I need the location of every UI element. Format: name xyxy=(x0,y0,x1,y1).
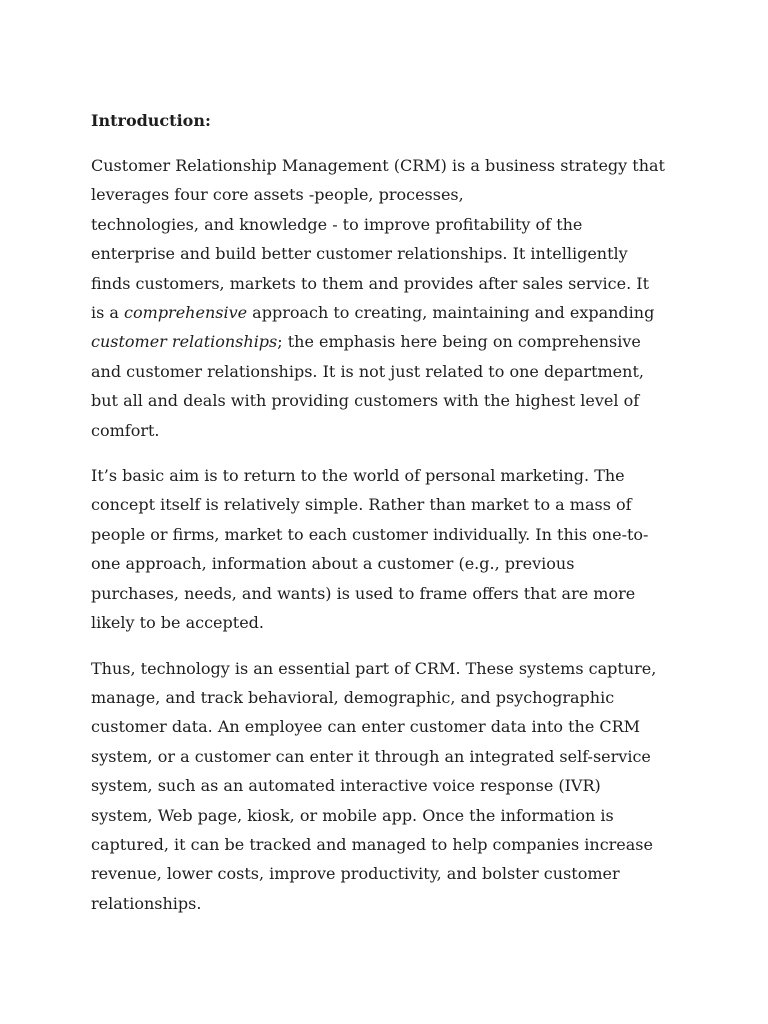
text-line: purchases, needs, and wants) is used to frame offers that are more xyxy=(91,583,636,603)
text-line: captured, it can be tracked and managed to help companies increase xyxy=(91,834,653,854)
text-line xyxy=(91,327,683,356)
text-line: revenue, lower costs, improve productivity, and bolster customer xyxy=(91,864,620,884)
paragraph xyxy=(91,461,683,637)
text-line: and customer relationships. It is not just related to one department, xyxy=(91,361,644,381)
text-line: one approach, information about a customer (e.g., previous xyxy=(91,554,575,574)
italic-term: comprehensive xyxy=(124,303,248,323)
text-line: system, such as an automated interactive voice response (IVR) xyxy=(91,776,601,796)
text-run: is a xyxy=(91,303,125,323)
text-line xyxy=(91,298,683,327)
paragraph xyxy=(91,151,683,445)
text-line: technologies, and knowledge - to improve profitability of the xyxy=(91,214,583,234)
text-line: relationships. xyxy=(91,893,202,913)
text-line: It’s basic aim is to return to the world of personal marketing. The xyxy=(91,466,625,486)
text-line: customer data. An employee can enter customer data into the CRM xyxy=(91,717,641,737)
text-line: likely to be accepted. xyxy=(91,613,264,633)
text-line: enterprise and build better customer relationships. It intelligently xyxy=(91,244,628,264)
text-line: finds customers, markets to them and provides after sales service. It xyxy=(91,273,650,293)
text-line: system, or a customer can enter it through an integrated self-service xyxy=(91,746,651,766)
text-line: but all and deals with providing customers with the highest level of xyxy=(91,391,640,411)
text-run: approach to creating, maintaining and expanding xyxy=(247,303,655,323)
text-line: Customer Relationship Management (CRM) is a business strategy that xyxy=(91,156,665,175)
text-line: comfort. xyxy=(91,420,160,440)
document-body xyxy=(91,106,683,934)
italic-term: customer relationships xyxy=(91,332,278,352)
text-line: manage, and track behavioral, demographic, and psychographic xyxy=(91,687,615,707)
text-run: ; the emphasis here being on comprehensive xyxy=(277,332,641,352)
text-line: system, Web page, kiosk, or mobile app. Once the information is xyxy=(91,805,614,825)
text-line: Thus, technology is an essential part of CRM. These systems capture, xyxy=(91,658,657,678)
text-line: concept itself is relatively simple. Rather than market to a mass of xyxy=(91,495,632,515)
text-line: leverages four core assets -people, processes, xyxy=(91,185,464,205)
paragraph xyxy=(91,654,683,919)
document-heading: Introduction: xyxy=(91,111,211,130)
text-line: people or firms, market to each customer individually. In this one-to- xyxy=(91,524,649,544)
